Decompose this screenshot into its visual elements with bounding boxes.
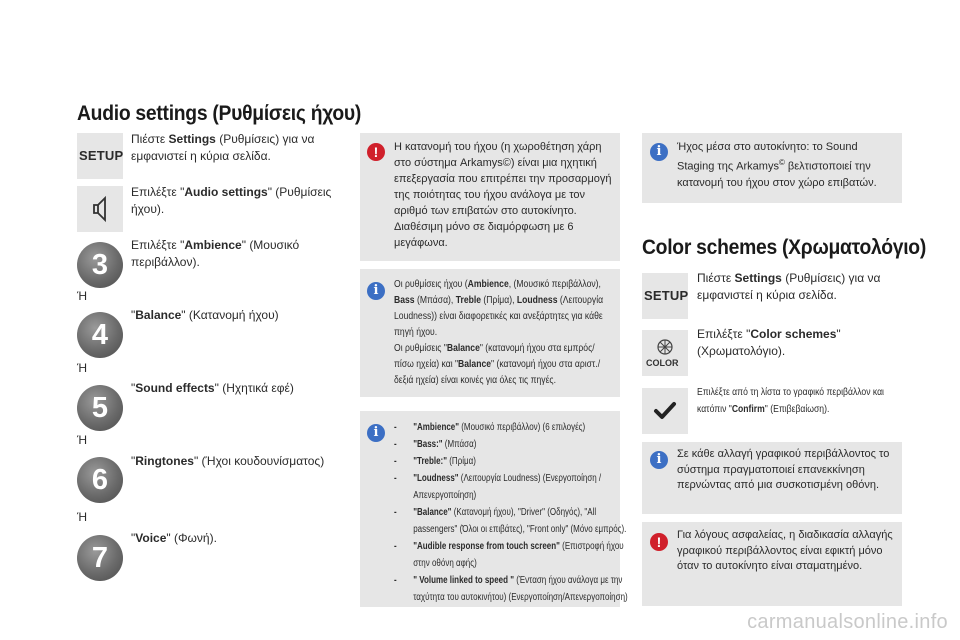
setup-button-icon [642, 273, 688, 319]
setup-button-icon [77, 133, 123, 179]
info-icon: i [650, 143, 668, 161]
color-button-icon [642, 330, 688, 376]
step-settings-text: Πιέστε Settings (Ρυθμίσεις) για να εμφανιστεί η κύρια σελίδα. [697, 271, 881, 302]
step-audio-settings-text: Επιλέξτε "Audio settings" (Ρυθμίσεις ήχου). [131, 185, 332, 216]
setup-label: SETUP [644, 288, 689, 303]
list-item: - "Loudness" (Λειτουργία Loudness) (Ενεργοποίηση / Απενεργοποίηση) [394, 473, 602, 501]
info-box-settings-list [360, 411, 628, 607]
list-item: - "Bass:" (Μπάσα) [394, 439, 477, 450]
speaker-icon-box [77, 186, 123, 232]
step-number-7: 7 [77, 535, 123, 581]
or-label: Ή [77, 433, 88, 447]
or-label: Ή [77, 289, 88, 303]
color-label: COLOR [646, 358, 679, 368]
info-icon: i [367, 424, 385, 442]
palette-icon [642, 330, 688, 376]
sound-staging-text: Ήχος μέσα στο αυτοκίνητο: το Sound Staging της Arkamys© βελτιστοποιεί την κατανομή του ήχου στον χώρο επιβατών. [677, 141, 877, 189]
safety-warning-text: Για λόγους ασφαλείας, η διαδικασία αλλαγής γραφικού περιβάλλοντος είναι εφικτή μόνο όταν το αυτοκίνητο είναι σταματημένο. [677, 529, 893, 572]
warning-text: Η κατανομή του ήχου (η χωροθέτηση χάρη στο σύστημα Arkamys©) είναι μια ηχητική επεξεργασία που επιτρέπει την προσαρμογή της ποιότητας του ήχου ανάλογα με τον αριθμό των επιβατών στο αυτοκίνητο. Διαθέσιμη μόνο σε διαμόρφωση με 6 μεγάφωνα. [394, 141, 612, 249]
step-voice-text: "Voice" (Φωνή). [131, 531, 217, 545]
step-settings-text: Πιέστε Settings (Ρυθμίσεις) για να εμφανιστεί η κύρια σελίδα. [131, 132, 315, 163]
info-box-sound-staging [642, 133, 902, 203]
step-sound-effects-text: "Sound effects" (Ηχητικά εφέ) [131, 381, 294, 395]
list-item: - " Volume linked to speed " (Ένταση ήχου ανάλογα με την ταχύτητα του αυτοκινήτου) (Ενεργοποίηση/Απενεργοποίηση) [394, 575, 628, 603]
step-number-4: 4 [77, 312, 123, 358]
speaker-icon [77, 186, 123, 232]
step-ringtones-text: "Ringtones" (Ήχοι κουδουνίσματος) [131, 454, 325, 468]
or-label: Ή [77, 510, 88, 524]
list-item: - "Audible response from touch screen" (Επιστροφή ήχου στην οθόνη αφής) [394, 541, 624, 569]
info-box-sound-settings [360, 269, 620, 397]
confirm-button-icon [642, 388, 688, 434]
step-color-schemes-text: Επιλέξτε "Color schemes" (Χρωματολόγιο). [697, 327, 841, 358]
list-item: - "Ambience" (Μουσικό περιβάλλον) (6 επιλογές) [394, 422, 586, 433]
warning-box-safety [642, 522, 902, 606]
watermark-footer: carmanualsonline.info [747, 611, 948, 633]
info-icon: i [650, 451, 668, 469]
checkmark-icon [642, 388, 688, 434]
step-number-5: 5 [77, 385, 123, 431]
warning-box-audio [360, 133, 620, 261]
info-text-sound-settings: Οι ρυθμίσεις ήχου (Ambience, (Μουσικό περιβάλλον), Bass (Μπάσα), Treble (Πρίμα), Loudness (Λειτουργία Loudness)) είναι διαφορετικές και ανεξάρτητες για κάθε πηγή ήχου. Οι ρυθμίσεις "Balance" (κατανομή ήχου στα εμπρός/πίσω ηχεία) και "Balance" (κατανομή ήχου στα αριστ./δεξιά ηχεία) είναι κοινές για όλες τις πηγές. [394, 279, 604, 386]
step-confirm-text: Επιλέξτε από τη λίστα το γραφικό περιβάλλον και κατόπιν "Confirm" (Επιβεβαίωση). [697, 387, 884, 415]
info-box-restart [642, 442, 902, 514]
list-item: - "Treble:" (Πρίμα) [394, 456, 476, 467]
step-ambience-text: Επιλέξτε "Ambience" (Μουσικό περιβάλλον). [131, 238, 300, 269]
step-number-6: 6 [77, 457, 123, 503]
list-item: - "Balance" (Κατανομή ήχου), "Driver" (Οδηγός), "All passengers" (Όλοι οι επιβάτες), "Front only" (Μόνο εμπρός). [394, 507, 627, 535]
or-label: Ή [77, 361, 88, 375]
warning-icon: ! [367, 143, 385, 161]
step-number-3: 3 [77, 242, 123, 288]
step-balance-text: "Balance" (Κατανομή ήχου) [131, 308, 279, 322]
settings-list [394, 419, 634, 606]
color-schemes-title: Color schemes (Χρωματολόγιο) [642, 236, 926, 259]
restart-info-text: Σε κάθε αλλαγή γραφικού περιβάλλοντος το σύστημα πραγματοποιεί επανεκκίνηση περνώντας από μια συσκοτισμένη οθόνη. [677, 448, 890, 491]
audio-settings-title: Audio settings (Ρυθμίσεις ήχου) [77, 102, 362, 125]
setup-label: SETUP [79, 148, 124, 163]
info-icon: i [367, 282, 385, 300]
warning-icon: ! [650, 533, 668, 551]
